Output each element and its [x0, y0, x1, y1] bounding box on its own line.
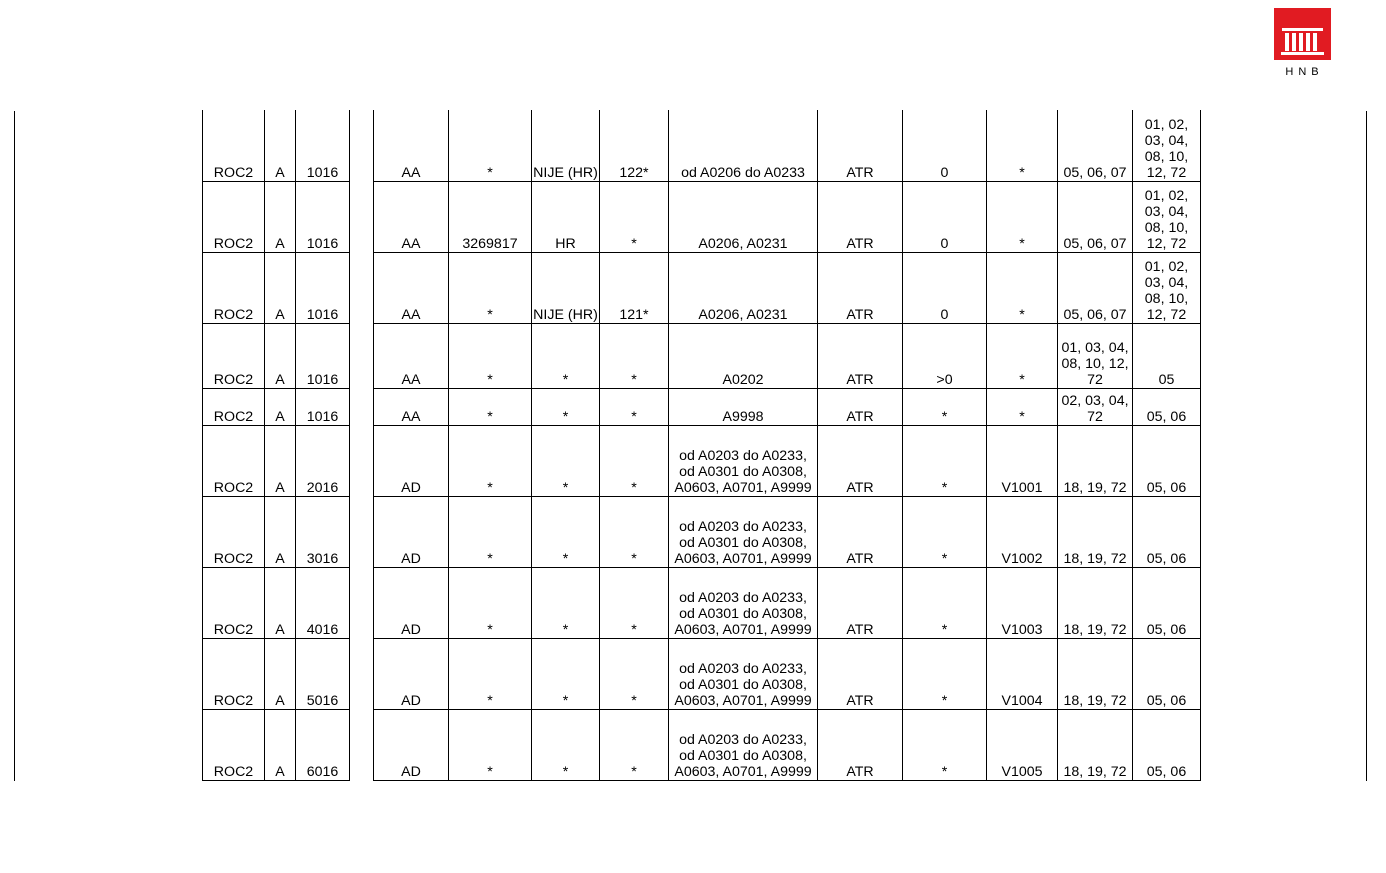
- hnb-logo-icon: [1274, 8, 1331, 60]
- table-cell-col-attr: ATR: [818, 638, 903, 709]
- table-row: [203, 567, 1201, 638]
- table-cell-col-kind: AA: [374, 110, 449, 181]
- table-cell-col-value: *: [903, 709, 987, 780]
- table-cell-col-kind: AA: [374, 181, 449, 252]
- table-cell-col-sector: *: [600, 323, 669, 388]
- table-cell-col-id: 3269817: [449, 181, 532, 252]
- table-cell-col-value: 0: [903, 252, 987, 323]
- table-cell-col-gap: [350, 709, 374, 780]
- table-cell-col-value: *: [903, 496, 987, 567]
- table-cell-col-sector: 122*: [600, 110, 669, 181]
- table-cell-col-code: 1016: [296, 181, 350, 252]
- table-cell-col-value: 0: [903, 110, 987, 181]
- table-cell-col-gap: [350, 425, 374, 496]
- table-cell-col-range: od A0203 do A0233, od A0301 do A0308, A0603, A0701, A9999: [669, 567, 818, 638]
- table-cell-col-flag: A: [265, 567, 296, 638]
- table-cell-col-type: ROC2: [203, 323, 265, 388]
- table-cell-col-country: *: [532, 638, 600, 709]
- table-cell-col-set-a: 05, 06, 07: [1058, 110, 1133, 181]
- table-cell-col-flag: A: [265, 496, 296, 567]
- table-cell-col-kind: AD: [374, 709, 449, 780]
- table-cell-col-type: ROC2: [203, 567, 265, 638]
- table-row: [203, 709, 1201, 780]
- table-cell-col-type: ROC2: [203, 252, 265, 323]
- table-cell-col-range: od A0203 do A0233, od A0301 do A0308, A0603, A0701, A9999: [669, 496, 818, 567]
- table-cell-col-attr: ATR: [818, 323, 903, 388]
- table-cell-col-sector: *: [600, 388, 669, 425]
- table-cell-col-sector: *: [600, 709, 669, 780]
- left-margin-line: [14, 111, 15, 781]
- right-margin-line: [1366, 111, 1367, 781]
- table-cell-col-type: ROC2: [203, 181, 265, 252]
- table-cell-col-range: A9998: [669, 388, 818, 425]
- table-cell-col-vcode: *: [987, 110, 1058, 181]
- table-cell-col-set-a: 01, 03, 04, 08, 10, 12, 72: [1058, 323, 1133, 388]
- table-cell-col-code: 1016: [296, 110, 350, 181]
- table-cell-col-set-b: 01, 02, 03, 04, 08, 10, 12, 72: [1133, 181, 1201, 252]
- table-cell-col-attr: ATR: [818, 425, 903, 496]
- table-cell-col-vcode: V1003: [987, 567, 1058, 638]
- table-cell-col-set-b: 05, 06: [1133, 567, 1201, 638]
- table-cell-col-kind: AA: [374, 388, 449, 425]
- table-cell-col-set-a: 02, 03, 04, 72: [1058, 388, 1133, 425]
- table-cell-col-value: *: [903, 638, 987, 709]
- table-cell-col-code: 2016: [296, 425, 350, 496]
- table-cell-col-sector: *: [600, 496, 669, 567]
- table-cell-col-country: *: [532, 323, 600, 388]
- table-cell-col-type: ROC2: [203, 496, 265, 567]
- table-cell-col-kind: AA: [374, 252, 449, 323]
- table-cell-col-code: 6016: [296, 709, 350, 780]
- table-cell-col-kind: AD: [374, 425, 449, 496]
- hnb-logo: [1274, 8, 1331, 78]
- table-cell-col-code: 1016: [296, 252, 350, 323]
- table-cell-col-flag: A: [265, 323, 296, 388]
- table-cell-col-sector: *: [600, 425, 669, 496]
- table-cell-col-type: ROC2: [203, 638, 265, 709]
- table-cell-col-attr: ATR: [818, 110, 903, 181]
- table-cell-col-flag: A: [265, 110, 296, 181]
- table-cell-col-set-a: 18, 19, 72: [1058, 709, 1133, 780]
- table-cell-col-id: *: [449, 496, 532, 567]
- table-cell-col-set-b: 05: [1133, 323, 1201, 388]
- table-row: [203, 496, 1201, 567]
- table-cell-col-country: *: [532, 388, 600, 425]
- table-row: [203, 388, 1201, 425]
- table-cell-col-vcode: *: [987, 323, 1058, 388]
- table-cell-col-kind: AD: [374, 638, 449, 709]
- table-cell-col-code: 5016: [296, 638, 350, 709]
- table-cell-col-value: *: [903, 425, 987, 496]
- table-cell-col-gap: [350, 388, 374, 425]
- table-cell-col-id: *: [449, 425, 532, 496]
- table-cell-col-kind: AA: [374, 323, 449, 388]
- table-cell-col-type: ROC2: [203, 425, 265, 496]
- table-row: [203, 252, 1201, 323]
- table-cell-col-type: ROC2: [203, 110, 265, 181]
- table-cell-col-vcode: V1001: [987, 425, 1058, 496]
- table-cell-col-value: >0: [903, 323, 987, 388]
- table-cell-col-attr: ATR: [818, 181, 903, 252]
- table-cell-col-id: *: [449, 638, 532, 709]
- table-cell-col-country: HR: [532, 181, 600, 252]
- table-cell-col-vcode: V1002: [987, 496, 1058, 567]
- table-cell-col-set-b: 05, 06: [1133, 425, 1201, 496]
- table-cell-col-gap: [350, 252, 374, 323]
- table-cell-col-flag: A: [265, 425, 296, 496]
- table-cell-col-country: *: [532, 709, 600, 780]
- table-cell-col-value: 0: [903, 181, 987, 252]
- table-cell-col-attr: ATR: [818, 709, 903, 780]
- table-cell-col-id: *: [449, 709, 532, 780]
- table-cell-col-flag: A: [265, 709, 296, 780]
- table-cell-col-code: 3016: [296, 496, 350, 567]
- table-cell-col-sector: *: [600, 181, 669, 252]
- table-cell-col-sector: *: [600, 638, 669, 709]
- table-cell-col-country: *: [532, 425, 600, 496]
- table-cell-col-range: A0202: [669, 323, 818, 388]
- table-cell-col-attr: ATR: [818, 567, 903, 638]
- table-cell-col-id: *: [449, 388, 532, 425]
- table-cell-col-flag: A: [265, 181, 296, 252]
- table-cell-col-flag: A: [265, 252, 296, 323]
- table-cell-col-id: *: [449, 323, 532, 388]
- table-cell-col-sector: *: [600, 567, 669, 638]
- table-cell-col-set-a: 05, 06, 07: [1058, 181, 1133, 252]
- table-cell-col-range: od A0203 do A0233, od A0301 do A0308, A0603, A0701, A9999: [669, 425, 818, 496]
- table-cell-col-set-b: 05, 06: [1133, 638, 1201, 709]
- table-cell-col-set-b: 05, 06: [1133, 388, 1201, 425]
- table-cell-col-attr: ATR: [818, 388, 903, 425]
- table-cell-col-attr: ATR: [818, 252, 903, 323]
- table-cell-col-id: *: [449, 567, 532, 638]
- table-cell-col-gap: [350, 638, 374, 709]
- table-cell-col-flag: A: [265, 638, 296, 709]
- table-cell-col-vcode: *: [987, 252, 1058, 323]
- table-cell-col-range: od A0203 do A0233, od A0301 do A0308, A0603, A0701, A9999: [669, 638, 818, 709]
- table-cell-col-range: od A0203 do A0233, od A0301 do A0308, A0603, A0701, A9999: [669, 709, 818, 780]
- table-cell-col-set-b: 05, 06: [1133, 496, 1201, 567]
- table-row: [203, 110, 1201, 181]
- table-cell-col-set-b: 01, 02, 03, 04, 08, 10, 12, 72: [1133, 252, 1201, 323]
- table-cell-col-country: NIJE (HR): [532, 252, 600, 323]
- table-cell-col-flag: A: [265, 388, 296, 425]
- table-cell-col-value: *: [903, 567, 987, 638]
- table-cell-col-vcode: V1004: [987, 638, 1058, 709]
- table-cell-col-id: *: [449, 110, 532, 181]
- table-row: [203, 638, 1201, 709]
- table-cell-col-kind: AD: [374, 567, 449, 638]
- table-cell-col-type: ROC2: [203, 388, 265, 425]
- table-cell-col-range: A0206, A0231: [669, 252, 818, 323]
- table-cell-col-kind: AD: [374, 496, 449, 567]
- table-cell-col-range: A0206, A0231: [669, 181, 818, 252]
- data-table: [202, 110, 1201, 781]
- logo-text: HNB: [1285, 66, 1324, 78]
- table-cell-col-country: NIJE (HR): [532, 110, 600, 181]
- table-cell-col-gap: [350, 110, 374, 181]
- table-cell-col-attr: ATR: [818, 496, 903, 567]
- table-row: [203, 323, 1201, 388]
- table-cell-col-set-b: 05, 06: [1133, 709, 1201, 780]
- table-body: [203, 110, 1201, 780]
- table-cell-col-value: *: [903, 388, 987, 425]
- table-cell-col-type: ROC2: [203, 709, 265, 780]
- table-cell-col-country: *: [532, 496, 600, 567]
- table-cell-col-set-a: 18, 19, 72: [1058, 425, 1133, 496]
- table-cell-col-vcode: *: [987, 181, 1058, 252]
- table-cell-col-gap: [350, 496, 374, 567]
- table-cell-col-set-a: 18, 19, 72: [1058, 638, 1133, 709]
- table-cell-col-id: *: [449, 252, 532, 323]
- table-cell-col-code: 1016: [296, 323, 350, 388]
- table-cell-col-set-a: 05, 06, 07: [1058, 252, 1133, 323]
- table-cell-col-vcode: V1005: [987, 709, 1058, 780]
- table-cell-col-range: od A0206 do A0233: [669, 110, 818, 181]
- table-cell-col-code: 1016: [296, 388, 350, 425]
- table-cell-col-set-a: 18, 19, 72: [1058, 496, 1133, 567]
- table-cell-col-gap: [350, 323, 374, 388]
- table-row: [203, 181, 1201, 252]
- table-cell-col-vcode: *: [987, 388, 1058, 425]
- table-cell-col-gap: [350, 567, 374, 638]
- table-cell-col-code: 4016: [296, 567, 350, 638]
- table-row: [203, 425, 1201, 496]
- table-cell-col-sector: 121*: [600, 252, 669, 323]
- table-cell-col-gap: [350, 181, 374, 252]
- table-cell-col-country: *: [532, 567, 600, 638]
- table-cell-col-set-b: 01, 02, 03, 04, 08, 10, 12, 72: [1133, 110, 1201, 181]
- table-cell-col-set-a: 18, 19, 72: [1058, 567, 1133, 638]
